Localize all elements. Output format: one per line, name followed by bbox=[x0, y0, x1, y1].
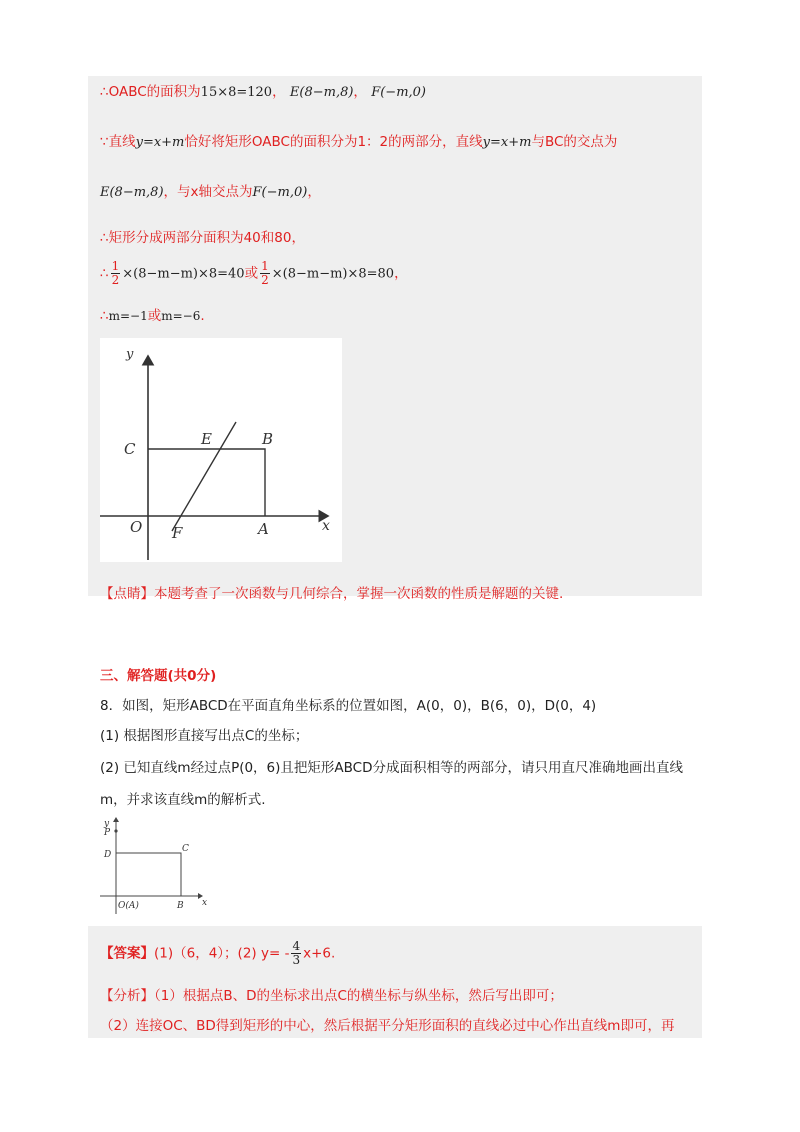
comment-line: 【点睛】本题考查了一次函数与几何综合，掌握一次函数的性质是解题的关键. bbox=[100, 586, 564, 602]
label-b: B bbox=[262, 430, 274, 448]
answer-label: 【答案】 bbox=[100, 945, 154, 962]
therefore-symbol: ∴ bbox=[100, 308, 109, 324]
solution-m2: m=−6 bbox=[161, 309, 201, 323]
point-f-coordinate: F(−m,0) bbox=[371, 85, 427, 100]
solution-m1: m=−1 bbox=[108, 309, 148, 323]
point-f-coordinate: F(−m,0) bbox=[252, 185, 308, 200]
text-lead: ∵直线 bbox=[100, 134, 136, 150]
slope-fraction bbox=[291, 940, 301, 967]
fraction-numerator: 1 bbox=[261, 259, 269, 273]
point-e-coordinate: E(8−m,8) bbox=[289, 85, 354, 100]
solution-line-6 bbox=[100, 304, 205, 324]
fraction-numerator: 4 bbox=[292, 939, 301, 953]
label-y: y bbox=[126, 347, 134, 362]
question-1: (1) 根据图形直接写出点C的坐标； bbox=[100, 728, 309, 744]
rectangle-outline bbox=[148, 449, 265, 516]
text-middle: 恰好将矩形OABC的面积分为1：2的两部分，直线 bbox=[184, 134, 483, 150]
area-expression: 15×8=120 bbox=[200, 85, 273, 100]
label-a: A bbox=[258, 520, 269, 538]
label-c: C bbox=[124, 440, 136, 458]
label-o-a: O(A) bbox=[118, 901, 139, 911]
problem-stem: 8．如图，矩形ABCD在平面直角坐标系的位置如图，A(0，0)，B(6，0)，D(0，4) bbox=[100, 698, 597, 714]
line-equation: y=x+m bbox=[135, 135, 185, 150]
equation-40: ×(8−m−m)×8=40 bbox=[122, 266, 245, 282]
section-heading: 三、解答题(共0分) bbox=[100, 668, 217, 684]
solution-line-5 bbox=[100, 260, 408, 287]
fraction-numerator: 1 bbox=[111, 259, 120, 273]
figure-2-svg bbox=[98, 814, 216, 916]
text-middle: ，与x轴交点为 bbox=[163, 184, 253, 200]
solution-line-3 bbox=[100, 180, 321, 200]
figure-1-svg bbox=[100, 338, 342, 562]
answer-line bbox=[100, 940, 335, 967]
analysis-line-1: 【分析】（1）根据点B、D的坐标求出点C的横坐标与纵坐标，然后写出即可； bbox=[100, 988, 563, 1004]
label-x: x bbox=[322, 518, 330, 534]
minus-sign: - bbox=[284, 945, 290, 962]
figure-rectangle-oabc bbox=[100, 338, 342, 562]
analysis-line-2: （2）连接OC、BD得到矩形的中心，然后根据平分矩形面积的直线必过中心作出直线m即可，再 bbox=[100, 1018, 675, 1034]
label-p: P bbox=[104, 828, 111, 838]
line-equation: y=x+m bbox=[482, 135, 532, 150]
point-e-coordinate: E(8−m,8) bbox=[100, 185, 164, 200]
question-2-line-1: (2) 已知直线m经过点P(0，6)且把矩形ABCD分成面积相等的两部分，请只用直尺准确地画出直线 bbox=[100, 760, 683, 776]
label-c: C bbox=[182, 844, 189, 854]
or-word: 或 bbox=[147, 308, 162, 324]
answer-text-part-2: x+6. bbox=[303, 945, 336, 962]
label-f: F bbox=[172, 524, 183, 542]
answer-text-part-1: (1)（6，4）；(2) y= bbox=[154, 945, 285, 962]
fraction-denominator: 3 bbox=[292, 953, 301, 967]
label-x: x bbox=[202, 898, 208, 908]
area-lead: ∴OABC的面积为 bbox=[100, 84, 201, 100]
separator: ， bbox=[353, 84, 367, 100]
or-word: 或 bbox=[244, 265, 259, 282]
label-b: B bbox=[177, 901, 184, 911]
label-o: O bbox=[130, 518, 143, 536]
separator: ， bbox=[272, 84, 286, 100]
label-d: D bbox=[104, 850, 112, 860]
rectangle-outline bbox=[116, 853, 181, 896]
solution-line-2 bbox=[100, 130, 617, 150]
label-e: E bbox=[201, 430, 212, 448]
text-end: . bbox=[200, 308, 205, 324]
point-p bbox=[114, 829, 117, 832]
text-end: ， bbox=[307, 184, 321, 200]
text-tail: 与BC的交点为 bbox=[531, 134, 618, 150]
half-fraction bbox=[111, 260, 121, 287]
label-y: y bbox=[104, 819, 110, 829]
question-2-line-2: m，并求该直线m的解析式. bbox=[100, 792, 266, 808]
figure-rectangle-abcd bbox=[98, 814, 216, 916]
solution-line-4: ∴矩形分成两部分面积为40和80， bbox=[100, 230, 305, 246]
therefore-symbol: ∴ bbox=[100, 265, 109, 282]
solution-line-1 bbox=[100, 80, 426, 100]
fraction-denominator: 2 bbox=[111, 273, 120, 287]
fraction-denominator: 2 bbox=[261, 273, 269, 287]
equation-80: ×(8−m−m)×8=80 bbox=[271, 266, 395, 282]
text-end: ， bbox=[394, 265, 408, 282]
half-fraction bbox=[260, 260, 270, 287]
